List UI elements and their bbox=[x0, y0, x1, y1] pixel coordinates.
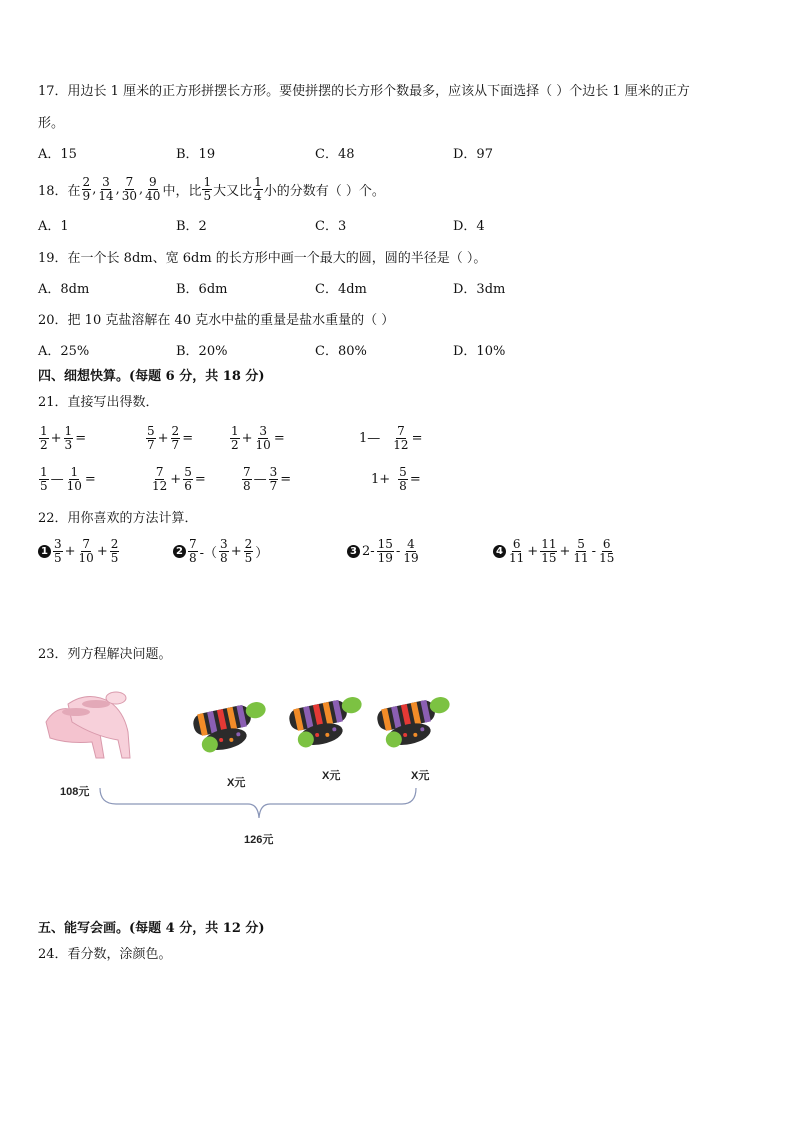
q20-question: 20．把 10 克盐溶解在 40 克水中盐的重量是盐水重量的（ ） bbox=[38, 313, 395, 328]
q18-fraction-2: $\frac{3}{14}$ bbox=[98, 174, 114, 203]
total-brace bbox=[98, 786, 420, 822]
q22-expr-1: 1 $\frac{3}{5}$ + $\frac{7}{10}$ + $\frac{2}{5}$ bbox=[38, 538, 120, 565]
circled-number-2: 2 bbox=[173, 545, 186, 558]
q18-lower-bound: $\frac{1}{5}$ bbox=[203, 174, 212, 203]
sock-price-label-1: X元 bbox=[227, 777, 246, 789]
q21-expr-1: $\frac{1}{2}$ + $\frac{1}{3}$ = bbox=[40, 424, 87, 452]
section-5-heading: 五、能写会画。(每题 4 分，共 12 分) bbox=[38, 921, 265, 936]
q22-expr-2: 2 $\frac{7}{8}$ -（ $\frac{3}{8}$ + $\frac{2}{5}$ ） bbox=[173, 538, 269, 565]
q18-fraction-4: $\frac{9}{40}$ bbox=[145, 174, 161, 203]
total-price-label: 126元 bbox=[244, 834, 274, 846]
high-heel-shoes-image bbox=[38, 682, 138, 772]
q17-option-d: D．97 bbox=[453, 147, 493, 162]
sock-price-label-3: X元 bbox=[411, 770, 430, 782]
q23-title: 23．列方程解决问题。 bbox=[38, 647, 172, 662]
q19-option-a: A．8dm bbox=[38, 282, 90, 297]
q19-question: 19．在一个长 8dm、宽 6dm 的长方形中画一个最大的圆，圆的半径是（ ）。 bbox=[38, 251, 487, 266]
q19-option-b: B．6dm bbox=[176, 282, 228, 297]
q19-option-c: C．4dm bbox=[315, 282, 367, 297]
q18-option-a: A．1 bbox=[38, 219, 69, 234]
section-4-heading: 四、细想快算。(每题 6 分，共 18 分) bbox=[38, 369, 265, 384]
socks-image-3 bbox=[372, 687, 454, 751]
q17-option-c: C．48 bbox=[315, 147, 355, 162]
q20-option-d: D．10% bbox=[453, 344, 506, 359]
q21-expr-3: $\frac{1}{2}$ + $\frac{3}{10}$ = bbox=[231, 424, 285, 452]
sock-price-label-2: X元 bbox=[322, 770, 341, 782]
q24-title: 24．看分数，涂颜色。 bbox=[38, 947, 172, 962]
q20-option-b: B．20% bbox=[176, 344, 228, 359]
circled-number-3: 3 bbox=[347, 545, 360, 558]
socks-image-2 bbox=[284, 687, 366, 751]
q18-option-d: D．4 bbox=[453, 219, 485, 234]
q22-expr-3: 3 2- $\frac{15}{19}$ - $\frac{4}{19}$ bbox=[347, 538, 421, 565]
circled-number-4: 4 bbox=[493, 545, 506, 558]
circled-number-1: 1 bbox=[38, 545, 51, 558]
q18-question: 18．在 $\frac{2}{9}$ , $\frac{3}{14}$ , $\frac{7}{30}$ , $\frac{9}{40}$ 中，比 $\frac{1}{5}$ 大又比 $\frac{1}{4}$ 小的分数有（ ）个。 bbox=[38, 174, 385, 203]
q21-expr-5: $\frac{1}{5}$ — $\frac{1}{10}$ = bbox=[40, 465, 96, 493]
q22-expr-4: 4 $\frac{6}{11}$ + $\frac{11}{15}$ + $\frac{5}{11}$ - $\frac{6}{15}$ bbox=[493, 538, 616, 565]
q18-option-c: C．3 bbox=[315, 219, 347, 234]
q21-title: 21．直接写出得数． bbox=[38, 395, 159, 410]
q21-expr-2: $\frac{5}{7}$ + $\frac{2}{7}$ = bbox=[147, 424, 194, 452]
q18-upper-bound: $\frac{1}{4}$ bbox=[254, 174, 262, 203]
q19-option-d: D．3dm bbox=[453, 282, 506, 297]
q21-expr-6: $\frac{7}{12}$ + $\frac{5}{6}$ = bbox=[152, 465, 206, 493]
q18-option-b: B．2 bbox=[176, 219, 207, 234]
q18-prefix: 18．在 bbox=[38, 183, 81, 199]
q17-option-b: B．19 bbox=[176, 147, 216, 162]
q17-line2: 形。 bbox=[38, 116, 65, 131]
q22-title: 22．用你喜欢的方法计算． bbox=[38, 511, 198, 526]
q21-expr-8: 1+ $\frac{5}{8}$ = bbox=[371, 465, 421, 493]
socks-image-1 bbox=[188, 692, 270, 756]
q17-option-a: A．15 bbox=[38, 147, 77, 162]
shoe-price-label: 108元 bbox=[60, 786, 90, 798]
q20-option-a: A．25% bbox=[38, 344, 90, 359]
q17-line1: 17．用边长 1 厘米的正方形拼摆长方形。要使拼摆的长方形个数最多，应该从下面选择（ ）个边长 1 厘米的正方 bbox=[38, 84, 690, 99]
q21-expr-4: 1— $\frac{7}{12}$ = bbox=[359, 424, 423, 452]
q18-fraction-3: $\frac{7}{30}$ bbox=[121, 174, 138, 203]
q18-fraction-1: $\frac{2}{9}$ bbox=[82, 174, 91, 203]
q20-option-c: C．80% bbox=[315, 344, 367, 359]
q21-expr-7: $\frac{7}{8}$ — $\frac{3}{7}$ = bbox=[243, 465, 292, 493]
